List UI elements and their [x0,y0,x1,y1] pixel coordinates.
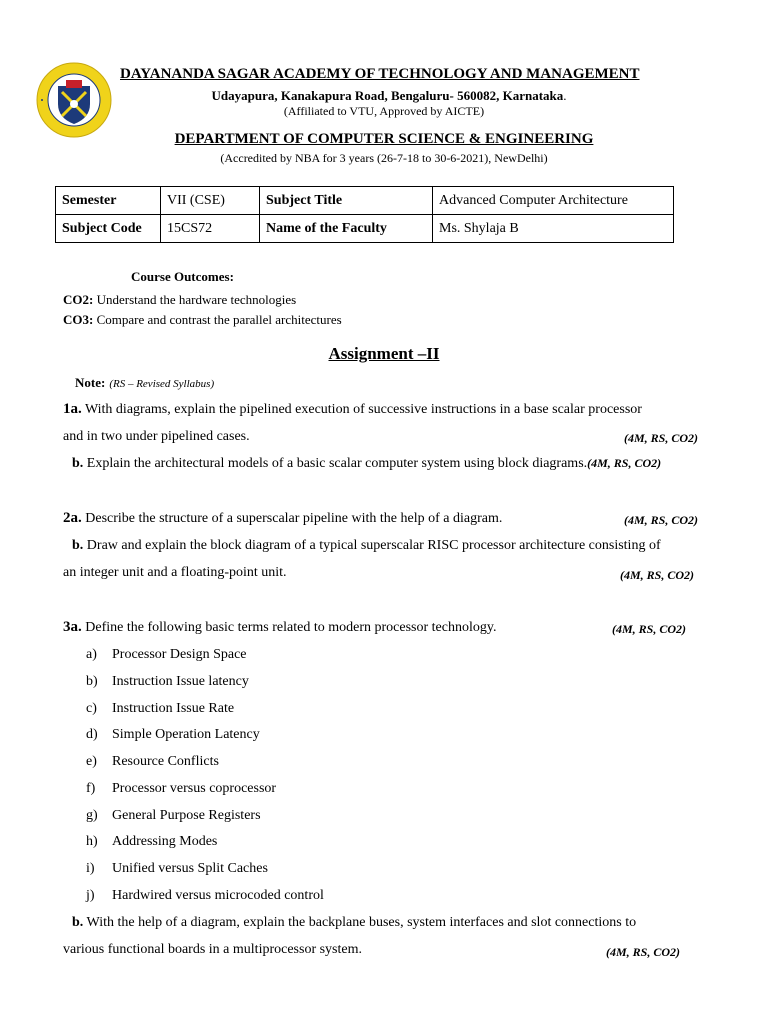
marks-label: (4M, RS, CO2) [624,431,699,445]
question-3a: 3a. Define the following basic terms related to modern processor technology. [63,619,497,635]
subject-title-label: Subject Title [260,187,433,215]
faculty-value: Ms. Shylaja B [433,215,674,243]
question-2a: 2a. Describe the structure of a superscalar pipeline with the help of a diagram. [63,510,503,526]
marks-label: (4M, RS, CO2) [624,513,699,527]
list-item: g) General Purpose Registers [86,808,261,823]
list-item: d) Simple Operation Latency [86,727,260,742]
question-3b-cont: various functional boards in a multiprocessor system. [63,942,362,957]
institution-address: Udayapura, Kanakapura Road, Bengaluru- 560082, Karnataka. [211,88,567,103]
list-item: e) Resource Conflicts [86,754,219,769]
question-2b-cont: an integer unit and a floating-point unit. [63,565,287,580]
list-item: f) Processor versus coprocessor [86,781,277,796]
table-row [56,215,674,243]
accreditation-line: (Accredited by NBA for 3 years (26-7-18 to 30-6-2021), NewDelhi) [220,151,548,165]
institution-name: DAYANANDA SAGAR ACADEMY OF TECHNOLOGY AND MANAGEMENT [120,66,640,82]
course-info-table [55,186,674,243]
list-item: j) Hardwired versus microcoded control [86,888,324,903]
affiliation-line: (Affiliated to VTU, Approved by AICTE) [283,104,485,118]
course-outcome-item: CO2: Understand the hardware technologies [63,292,297,307]
list-item: i) Unified versus Split Caches [86,861,268,876]
assignment-title: Assignment –II [328,344,440,363]
table-row [56,187,674,215]
question-1a: 1a. With diagrams, explain the pipelined execution of successive instructions in a base scalar processor [63,401,642,417]
semester-value: VII (CSE) [161,187,260,215]
marks-label: (4M, RS, CO2) [606,945,681,959]
question-2b: b. Draw and explain the block diagram of a typical superscalar RISC processor architecture consisting of [72,538,661,553]
question-1b: b. Explain the architectural models of a basic scalar computer system using block diagrams.(4M, RS, CO2) [72,456,662,471]
list-item: h) Addressing Modes [86,834,218,849]
subject-code-value: 15CS72 [161,215,260,243]
question-1a-cont: and in two under pipelined cases. [63,429,250,444]
list-item: a) Processor Design Space [86,647,247,662]
course-outcomes-title: Course Outcomes: [131,269,234,284]
department-name: DEPARTMENT OF COMPUTER SCIENCE & ENGINEERING [174,131,594,147]
list-item: c) Instruction Issue Rate [86,701,235,716]
course-outcome-item: CO3: Compare and contrast the parallel architectures [63,312,342,327]
marks-label: (4M, RS, CO2) [620,568,695,582]
marks-label: (4M, RS, CO2) [612,622,687,636]
list-item: b) Instruction Issue latency [86,674,249,689]
question-3b: b. With the help of a diagram, explain the backplane buses, system interfaces and slot connections to [72,915,637,930]
note-line: Note: (RS – Revised Syllabus) [75,375,215,390]
subject-title-value: Advanced Computer Architecture [433,187,674,215]
semester-label: Semester [56,187,161,215]
subject-code-label: Subject Code [56,215,161,243]
faculty-label: Name of the Faculty [260,215,433,243]
